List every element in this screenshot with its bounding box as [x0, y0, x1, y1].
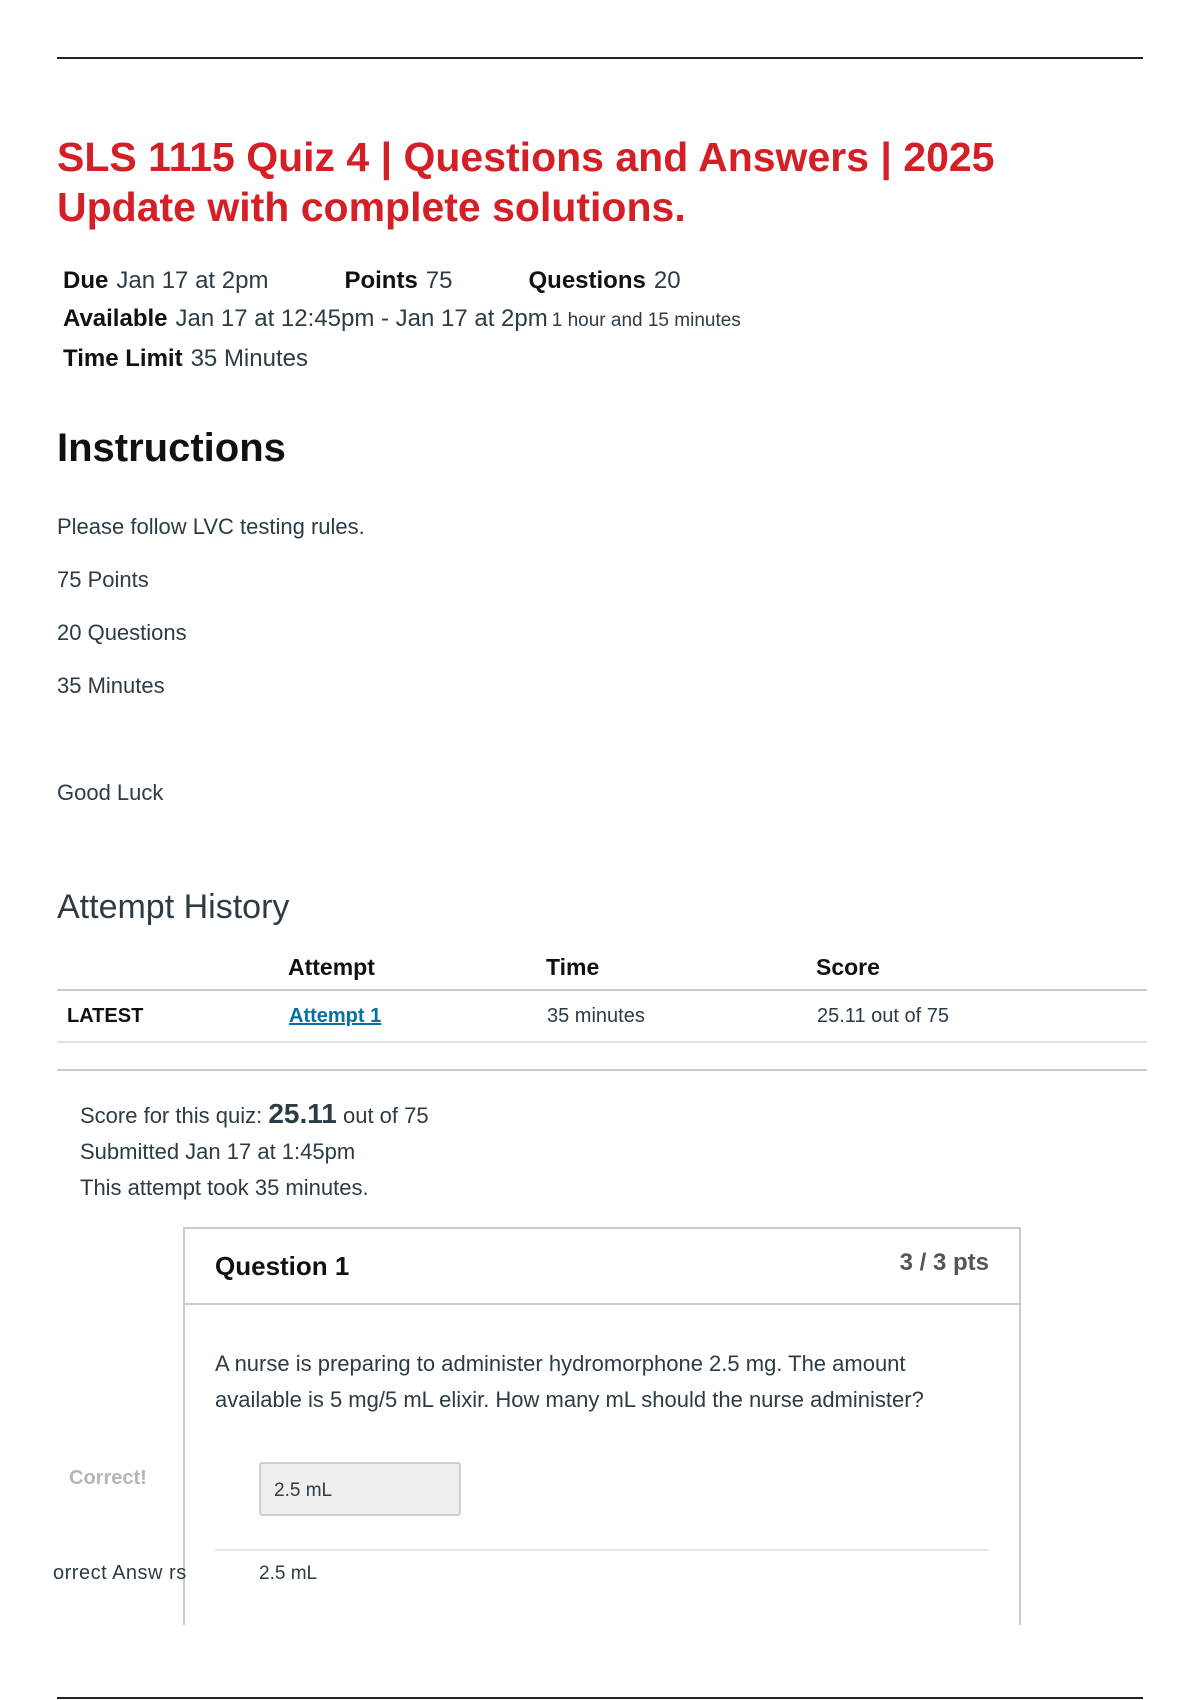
due-value: Jan 17 at 2pm: [116, 267, 269, 294]
top-rule: [57, 57, 1143, 59]
due-label: Due: [63, 267, 109, 294]
available-label: Available: [63, 305, 168, 332]
attempt-time: 35 minutes: [546, 990, 816, 1042]
score-value: 25.11: [268, 1098, 337, 1129]
score-line: [80, 1096, 429, 1134]
question-points: 3 / 3 pts: [899, 1249, 989, 1276]
meta-row-1: [63, 262, 741, 300]
correct-indicator: Correct!: [69, 1467, 147, 1489]
selected-answer: 2.5 mL: [259, 1462, 461, 1516]
quiz-summary: [80, 1096, 429, 1206]
question-card: [183, 1227, 1021, 1625]
column-header-score: Score: [816, 945, 1147, 990]
score-suffix: out of 75: [342, 1103, 429, 1128]
bottom-rule: [57, 1697, 1143, 1699]
points-label: Points: [344, 267, 418, 294]
instruction-line: Good Luck: [57, 780, 164, 805]
attempt-history-table: [57, 945, 1147, 1043]
correct-answer-value: 2.5 mL: [259, 1563, 318, 1584]
quiz-meta: [63, 262, 741, 378]
correct-answers-label: orrect Answ rs: [53, 1562, 187, 1584]
question-header: [185, 1229, 1019, 1305]
attempt-history-heading: Attempt History: [57, 888, 290, 926]
question-text: A nurse is preparing to administer hydromorphone 2.5 mg. The amount available is 5 mg/5 mL elixir. How many mL should the nurse administer?: [215, 1351, 924, 1412]
meta-row-3: [63, 340, 741, 378]
attempt-score: 25.11 out of 75: [816, 990, 1147, 1042]
points-value: 75: [425, 267, 453, 294]
available-duration: 1 hour and 15 minutes: [551, 310, 741, 331]
document-title: SLS 1115 Quiz 4 | Questions and Answers | 2025 Update with complete solutions.: [57, 134, 995, 230]
time-limit-value: 35 Minutes: [190, 345, 308, 372]
answer-divider: [215, 1549, 989, 1551]
table-row: [57, 990, 1147, 1042]
duration-line: This attempt took 35 minutes.: [80, 1175, 369, 1200]
meta-row-2: [63, 300, 741, 340]
question-title: Question 1: [215, 1251, 350, 1281]
latest-tag: LATEST: [57, 990, 288, 1042]
column-header-time: Time: [546, 945, 816, 990]
column-header-attempt: Attempt: [288, 945, 546, 990]
instruction-line: 35 Minutes: [57, 673, 165, 698]
available-value: Jan 17 at 12:45pm - Jan 17 at 2pm: [175, 305, 548, 332]
questions-value: 20: [653, 267, 681, 294]
attempt-link[interactable]: Attempt 1: [289, 1004, 382, 1027]
score-prefix: Score for this quiz:: [80, 1103, 263, 1128]
table-header-row: [57, 945, 1147, 990]
instructions-heading: Instructions: [57, 426, 286, 470]
instruction-line: 75 Points: [57, 567, 149, 592]
section-divider: [57, 1069, 1147, 1071]
instruction-line: 20 Questions: [57, 620, 187, 645]
time-limit-label: Time Limit: [63, 345, 183, 372]
instruction-line: Please follow LVC testing rules.: [57, 514, 365, 539]
questions-label: Questions: [528, 267, 646, 294]
column-header: [57, 945, 288, 990]
submitted-line: Submitted Jan 17 at 1:45pm: [80, 1139, 356, 1164]
